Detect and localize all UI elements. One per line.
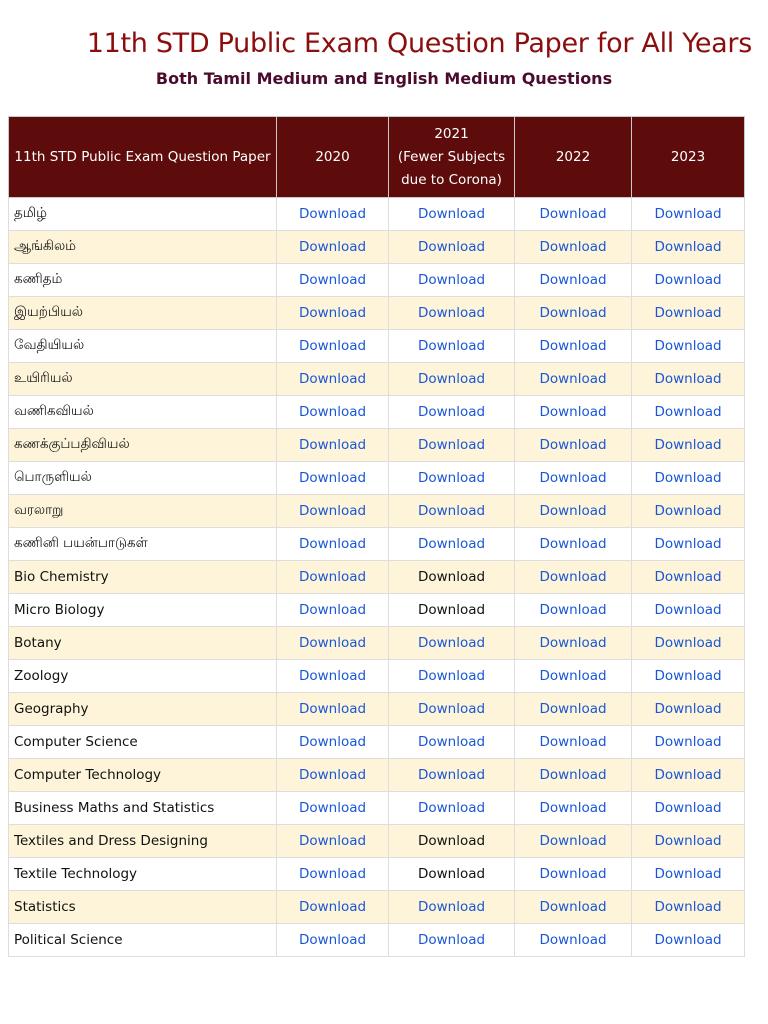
- table-row: [9, 561, 745, 594]
- cell-2020: [277, 759, 389, 792]
- download-link-2020[interactable]: Download: [298, 833, 367, 849]
- page-subtitle: Both Tamil Medium and English Medium Questions: [155, 69, 613, 88]
- subject-name: Business Maths and Statistics: [9, 792, 277, 825]
- cell-2022: [515, 297, 632, 330]
- cell-2020: [277, 264, 389, 297]
- subject-name: கணக்குப்பதிவியல்: [9, 429, 277, 462]
- cell-2022: [515, 891, 632, 924]
- download-link-2023[interactable]: Download: [654, 602, 722, 618]
- cell-2023: [632, 924, 745, 957]
- download-link-2023[interactable]: Download: [654, 470, 722, 486]
- download-link-2021[interactable]: Download: [417, 503, 486, 519]
- subject-name: Textile Technology: [9, 858, 277, 891]
- cell-2020: [277, 924, 389, 957]
- download-link-2022[interactable]: Download: [539, 932, 607, 948]
- cell-2022: [515, 792, 632, 825]
- cell-2021: [389, 528, 515, 561]
- download-link-2022[interactable]: Download: [539, 701, 607, 717]
- column-header-2023: 2023: [632, 117, 745, 198]
- download-link-2021[interactable]: Download: [417, 371, 486, 387]
- download-link-2021[interactable]: Download: [417, 668, 486, 684]
- table-row: [9, 693, 745, 726]
- cell-2020: [277, 330, 389, 363]
- table-body: [9, 198, 745, 957]
- cell-2022: [515, 363, 632, 396]
- subject-name: வேதியியல்: [9, 330, 277, 363]
- download-link-2023[interactable]: Download: [654, 701, 722, 717]
- download-link-2021[interactable]: Download: [417, 767, 486, 783]
- download-link-2020[interactable]: Download: [298, 206, 367, 222]
- download-link-2022[interactable]: Download: [539, 470, 607, 486]
- table-row: [9, 759, 745, 792]
- download-link-2021[interactable]: Download: [417, 800, 486, 816]
- download-link-2023[interactable]: Download: [654, 272, 722, 288]
- download-link-2020[interactable]: Download: [298, 470, 367, 486]
- cell-2021: [389, 429, 515, 462]
- subject-name: தமிழ்: [9, 198, 277, 231]
- cell-2022: [515, 429, 632, 462]
- cell-2021: [389, 561, 515, 594]
- cell-2023: [632, 363, 745, 396]
- cell-2022: [515, 330, 632, 363]
- subject-name: Bio Chemistry: [9, 561, 277, 594]
- cell-2021: [389, 495, 515, 528]
- cell-2023: [632, 330, 745, 363]
- table-row: [9, 825, 745, 858]
- download-link-2022[interactable]: Download: [539, 833, 607, 849]
- cell-2022: [515, 462, 632, 495]
- download-link-2020[interactable]: Download: [298, 371, 367, 387]
- download-link-2020[interactable]: Download: [298, 767, 367, 783]
- table-row: [9, 231, 745, 264]
- cell-2023: [632, 759, 745, 792]
- download-link-2023[interactable]: Download: [654, 206, 722, 222]
- download-link-2021[interactable]: Download: [417, 272, 486, 288]
- subject-name: கணினி பயன்பாடுகள்: [9, 528, 277, 561]
- cell-2023: [632, 429, 745, 462]
- cell-2023: [632, 726, 745, 759]
- download-link-2021[interactable]: Download: [417, 734, 486, 750]
- cell-2022: [515, 561, 632, 594]
- download-link-2022[interactable]: Download: [539, 371, 607, 387]
- cell-2022: [515, 627, 632, 660]
- table-row: [9, 858, 745, 891]
- subject-name: இயற்பியல்: [9, 297, 277, 330]
- table-row: [9, 792, 745, 825]
- cell-2020: [277, 594, 389, 627]
- table-row: [9, 330, 745, 363]
- cell-2021: [389, 462, 515, 495]
- subject-name: Botany: [9, 627, 277, 660]
- download-text-2021: Download: [417, 602, 486, 618]
- cell-2022: [515, 726, 632, 759]
- subject-name: கணிதம்: [9, 264, 277, 297]
- subject-name: பொருளியல்: [9, 462, 277, 495]
- table-row: [9, 627, 745, 660]
- cell-2022: [515, 825, 632, 858]
- cell-2022: [515, 858, 632, 891]
- table-row: [9, 264, 745, 297]
- column-header-2022: 2022: [515, 117, 632, 198]
- cell-2020: [277, 363, 389, 396]
- cell-2021: [389, 858, 515, 891]
- download-link-2021[interactable]: Download: [417, 932, 486, 948]
- download-link-2023[interactable]: Download: [654, 668, 722, 684]
- subject-name: வணிகவியல்: [9, 396, 277, 429]
- cell-2020: [277, 891, 389, 924]
- download-link-2020[interactable]: Download: [298, 404, 367, 420]
- download-link-2023[interactable]: Download: [654, 437, 722, 453]
- download-link-2023[interactable]: Download: [654, 800, 722, 816]
- cell-2022: [515, 231, 632, 264]
- download-link-2023[interactable]: Download: [654, 866, 722, 882]
- cell-2021: [389, 594, 515, 627]
- cell-2020: [277, 462, 389, 495]
- subject-name: Computer Technology: [9, 759, 277, 792]
- cell-2022: [515, 924, 632, 957]
- cell-2020: [277, 792, 389, 825]
- subject-name: Micro Biology: [9, 594, 277, 627]
- column-header-2021: 2021 (Fewer Subjects due to Corona): [389, 117, 515, 198]
- cell-2023: [632, 231, 745, 264]
- download-link-2021[interactable]: Download: [417, 536, 486, 552]
- subject-name: ஆங்கிலம்: [9, 231, 277, 264]
- cell-2020: [277, 561, 389, 594]
- cell-2021: [389, 198, 515, 231]
- cell-2020: [277, 693, 389, 726]
- column-header-subject: 11th STD Public Exam Question Paper: [9, 117, 277, 198]
- cell-2021: [389, 891, 515, 924]
- subject-name: Geography: [9, 693, 277, 726]
- download-link-2022[interactable]: Download: [539, 635, 607, 651]
- download-link-2022[interactable]: Download: [539, 734, 607, 750]
- cell-2021: [389, 363, 515, 396]
- cell-2020: [277, 858, 389, 891]
- subject-name: Political Science: [9, 924, 277, 957]
- cell-2021: [389, 660, 515, 693]
- table-header-row: [9, 117, 745, 198]
- download-link-2022[interactable]: Download: [539, 239, 607, 255]
- cell-2022: [515, 495, 632, 528]
- download-link-2020[interactable]: Download: [298, 437, 367, 453]
- cell-2023: [632, 462, 745, 495]
- download-link-2022[interactable]: Download: [539, 437, 607, 453]
- cell-2022: [515, 528, 632, 561]
- cell-2022: [515, 198, 632, 231]
- table-row: [9, 726, 745, 759]
- cell-2021: [389, 627, 515, 660]
- cell-2021: [389, 825, 515, 858]
- cell-2023: [632, 396, 745, 429]
- table-row: [9, 462, 745, 495]
- cell-2020: [277, 198, 389, 231]
- cell-2020: [277, 495, 389, 528]
- subject-name: உயிரியல்: [9, 363, 277, 396]
- cell-2022: [515, 264, 632, 297]
- cell-2021: [389, 726, 515, 759]
- download-link-2021[interactable]: Download: [417, 470, 486, 486]
- cell-2023: [632, 297, 745, 330]
- cell-2022: [515, 693, 632, 726]
- download-link-2023[interactable]: Download: [654, 932, 722, 948]
- table-row: [9, 396, 745, 429]
- download-link-2020[interactable]: Download: [298, 701, 367, 717]
- download-link-2023[interactable]: Download: [654, 569, 722, 585]
- cell-2021: [389, 693, 515, 726]
- download-link-2023[interactable]: Download: [654, 734, 722, 750]
- download-link-2023[interactable]: Download: [654, 503, 722, 519]
- cell-2023: [632, 891, 745, 924]
- download-link-2020[interactable]: Download: [298, 668, 367, 684]
- cell-2021: [389, 759, 515, 792]
- cell-2023: [632, 495, 745, 528]
- download-link-2022[interactable]: Download: [539, 503, 607, 519]
- cell-2023: [632, 858, 745, 891]
- download-link-2023[interactable]: Download: [654, 371, 722, 387]
- cell-2023: [632, 198, 745, 231]
- download-link-2023[interactable]: Download: [654, 767, 722, 783]
- download-link-2022[interactable]: Download: [539, 569, 607, 585]
- download-text-2021: Download: [417, 569, 486, 585]
- download-link-2022[interactable]: Download: [539, 668, 607, 684]
- cell-2023: [632, 561, 745, 594]
- download-link-2022[interactable]: Download: [539, 800, 607, 816]
- table-row: [9, 429, 745, 462]
- cell-2023: [632, 660, 745, 693]
- table-row: [9, 528, 745, 561]
- cell-2021: [389, 792, 515, 825]
- cell-2023: [632, 825, 745, 858]
- download-link-2021[interactable]: Download: [417, 899, 486, 915]
- cell-2020: [277, 297, 389, 330]
- cell-2021: [389, 924, 515, 957]
- cell-2020: [277, 660, 389, 693]
- cell-2022: [515, 759, 632, 792]
- table-row: [9, 594, 745, 627]
- download-link-2020[interactable]: Download: [298, 932, 367, 948]
- download-link-2022[interactable]: Download: [539, 767, 607, 783]
- cell-2020: [277, 429, 389, 462]
- download-link-2021[interactable]: Download: [417, 635, 486, 651]
- download-link-2023[interactable]: Download: [654, 635, 722, 651]
- download-link-2023[interactable]: Download: [654, 404, 722, 420]
- column-header-2020: 2020: [277, 117, 389, 198]
- download-link-2020[interactable]: Download: [298, 536, 367, 552]
- cell-2023: [632, 627, 745, 660]
- cell-2021: [389, 396, 515, 429]
- download-link-2023[interactable]: Download: [654, 899, 722, 915]
- download-link-2023[interactable]: Download: [654, 536, 722, 552]
- download-link-2021[interactable]: Download: [417, 437, 486, 453]
- cell-2021: [389, 330, 515, 363]
- download-link-2023[interactable]: Download: [654, 305, 722, 321]
- question-paper-table: [8, 116, 745, 957]
- download-link-2020[interactable]: Download: [298, 569, 367, 585]
- download-link-2022[interactable]: Download: [539, 404, 607, 420]
- download-link-2020[interactable]: Download: [298, 866, 367, 882]
- table-row: [9, 363, 745, 396]
- cell-2022: [515, 594, 632, 627]
- download-text-2021: Download: [417, 866, 486, 882]
- cell-2023: [632, 693, 745, 726]
- subject-name: Computer Science: [9, 726, 277, 759]
- download-link-2023[interactable]: Download: [654, 239, 722, 255]
- subject-name: Textiles and Dress Designing: [9, 825, 277, 858]
- download-link-2023[interactable]: Download: [654, 338, 722, 354]
- table-row: [9, 660, 745, 693]
- download-link-2020[interactable]: Download: [298, 899, 367, 915]
- cell-2021: [389, 264, 515, 297]
- download-link-2022[interactable]: Download: [539, 899, 607, 915]
- subject-name: Statistics: [9, 891, 277, 924]
- cell-2023: [632, 792, 745, 825]
- download-link-2020[interactable]: Download: [298, 272, 367, 288]
- download-link-2022[interactable]: Download: [539, 305, 607, 321]
- download-link-2020[interactable]: Download: [298, 239, 367, 255]
- table-row: [9, 198, 745, 231]
- table-row: [9, 297, 745, 330]
- cell-2020: [277, 528, 389, 561]
- download-link-2022[interactable]: Download: [539, 536, 607, 552]
- download-link-2022[interactable]: Download: [539, 866, 607, 882]
- cell-2020: [277, 726, 389, 759]
- download-link-2020[interactable]: Download: [298, 305, 367, 321]
- cell-2022: [515, 660, 632, 693]
- download-link-2023[interactable]: Download: [654, 833, 722, 849]
- cell-2023: [632, 594, 745, 627]
- download-link-2022[interactable]: Download: [539, 272, 607, 288]
- download-link-2020[interactable]: Download: [298, 503, 367, 519]
- cell-2023: [632, 264, 745, 297]
- download-link-2021[interactable]: Download: [417, 239, 486, 255]
- download-link-2021[interactable]: Download: [417, 338, 486, 354]
- cell-2021: [389, 231, 515, 264]
- table-row: [9, 495, 745, 528]
- download-link-2020[interactable]: Download: [298, 635, 367, 651]
- download-link-2021[interactable]: Download: [417, 206, 486, 222]
- download-link-2020[interactable]: Download: [298, 800, 367, 816]
- download-link-2022[interactable]: Download: [539, 602, 607, 618]
- download-link-2020[interactable]: Download: [298, 338, 367, 354]
- cell-2022: [515, 396, 632, 429]
- download-link-2022[interactable]: Download: [539, 338, 607, 354]
- cell-2020: [277, 396, 389, 429]
- table-row: [9, 891, 745, 924]
- download-link-2021[interactable]: Download: [417, 305, 486, 321]
- subject-name: Zoology: [9, 660, 277, 693]
- download-link-2021[interactable]: Download: [417, 701, 486, 717]
- cell-2020: [277, 231, 389, 264]
- cell-2020: [277, 627, 389, 660]
- download-link-2020[interactable]: Download: [298, 602, 367, 618]
- page-title: 11th STD Public Exam Question Paper for All Years: [86, 28, 752, 59]
- download-link-2021[interactable]: Download: [417, 404, 486, 420]
- download-link-2020[interactable]: Download: [298, 734, 367, 750]
- cell-2023: [632, 528, 745, 561]
- download-link-2022[interactable]: Download: [539, 206, 607, 222]
- subject-name: வரலாறு: [9, 495, 277, 528]
- download-text-2021: Download: [417, 833, 486, 849]
- table-row: [9, 924, 745, 957]
- cell-2021: [389, 297, 515, 330]
- cell-2020: [277, 825, 389, 858]
